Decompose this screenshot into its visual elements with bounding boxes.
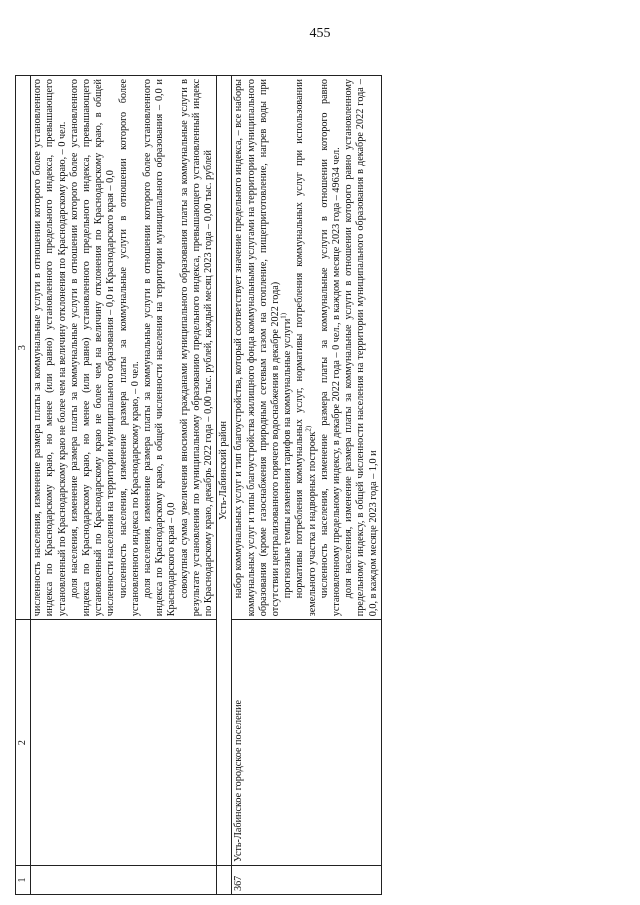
- paragraph: доля населения, изменение размера платы за коммунальные услуги в отношении которого более установленного индекса по Краснодарскому краю, но менее (или равно) установленного предельного индекса, превышающего установленный по Краснодарскому краю не более чем на величину отклонения по Краснодарскому краю, в общей численности населения на территории муниципального образования – 0,0 и Краснодарского края – 0,0: [68, 79, 117, 617]
- cell-name: [31, 620, 217, 866]
- cell-number: 367: [232, 866, 381, 895]
- region-heading: Усть-Лабинский район: [217, 76, 232, 866]
- paragraph: доля населения, изменение размера платы за коммунальные услуги в отношении которого более установленного индекса по Краснодарскому краю, в общей численности населения на территории муниципального образования – 0,0 и Краснодарского края – 0,0: [142, 79, 178, 617]
- header-col-2: 2: [16, 620, 31, 866]
- rotated-table-area: [15, 75, 615, 895]
- paragraph: доля населения, изменение размера платы за коммунальные услуги в отношении которого равно установленному предельному индексу, в общей численности населения на территории муниципального образования в декабре 2022 года – 0,0, в каждом месяце 2023 года – 1,0 и: [343, 79, 379, 617]
- region-heading-row: [217, 76, 232, 895]
- paragraph: численность населения, изменение размера платы за коммунальные услуги в отношении которого более установленного индекса по Краснодарскому краю, – 0 чел.: [117, 79, 141, 617]
- data-table: [15, 75, 382, 895]
- paragraph: [294, 79, 318, 616]
- rotated-table: [15, 75, 615, 895]
- paragraph: совокупная сумма увеличения вносимой гражданами муниципального образования платы за коммунальные услуги в результате установления по муниципальному образованию предельного индекса, превышающего установленный индекс по Краснодарскому краю, декабрь 2022 года – 0,00 тыс. рублей, каждый месяц 2023 года – 0,00 тыс. рублей: [178, 79, 215, 617]
- page-number: 455: [309, 26, 331, 41]
- table-row-continued: [31, 76, 217, 895]
- paragraph-text: нормативы потребления коммунальных услуг, нормативы потребления коммунальных услуг при использовании земельного участка и надворных построек: [294, 79, 318, 617]
- paragraph: численность населения, изменение размера платы за коммунальные услуги в отношении которого более установленного индекса по Краснодарскому краю, но менее (или равно) установленного предельного индекса, превышающего установленный по Краснодарскому краю не более чем на величину отклонения по Краснодарскому краю, – 0 чел.: [32, 79, 68, 617]
- header-col-3: 3: [16, 76, 31, 620]
- cell-name: Усть-Лабинское городское поселение: [232, 620, 381, 866]
- cell-description: [31, 76, 217, 620]
- region-empty-cell: [217, 866, 232, 895]
- paragraph: [279, 79, 294, 616]
- cell-description: [232, 76, 381, 620]
- header-row: [16, 76, 31, 895]
- cell-number: [31, 866, 217, 895]
- paragraph: численность населения, изменение размера платы за коммунальные услуги в отношении которого равно установленному предельному индексу, в декабре 2022 года – 0 чел., в каждом месяце 2023 года – 49634 чел.: [318, 79, 343, 617]
- paragraph: набор коммунальных услуг и тип благоустройства, который соответствует значение предельного индекса, – все наборы коммунальных услуг и типы благоустройства жилищного фонда коммунальными услугами на территории муниципального образования (кроме газоснабжения природным сетевым газом на отопление, пищеприготовление, нагрев воды при отсутствии централизованного горячего водоснабжения в декабре 2022 года): [233, 79, 282, 617]
- paragraph-text: прогнозные темпы изменения тарифов на коммунальные услуги: [282, 318, 294, 599]
- table-row-367: [232, 76, 381, 895]
- footnote-mark: 2): [304, 425, 313, 432]
- header-col-1: 1: [16, 866, 31, 895]
- footnote-mark: 1): [279, 312, 288, 319]
